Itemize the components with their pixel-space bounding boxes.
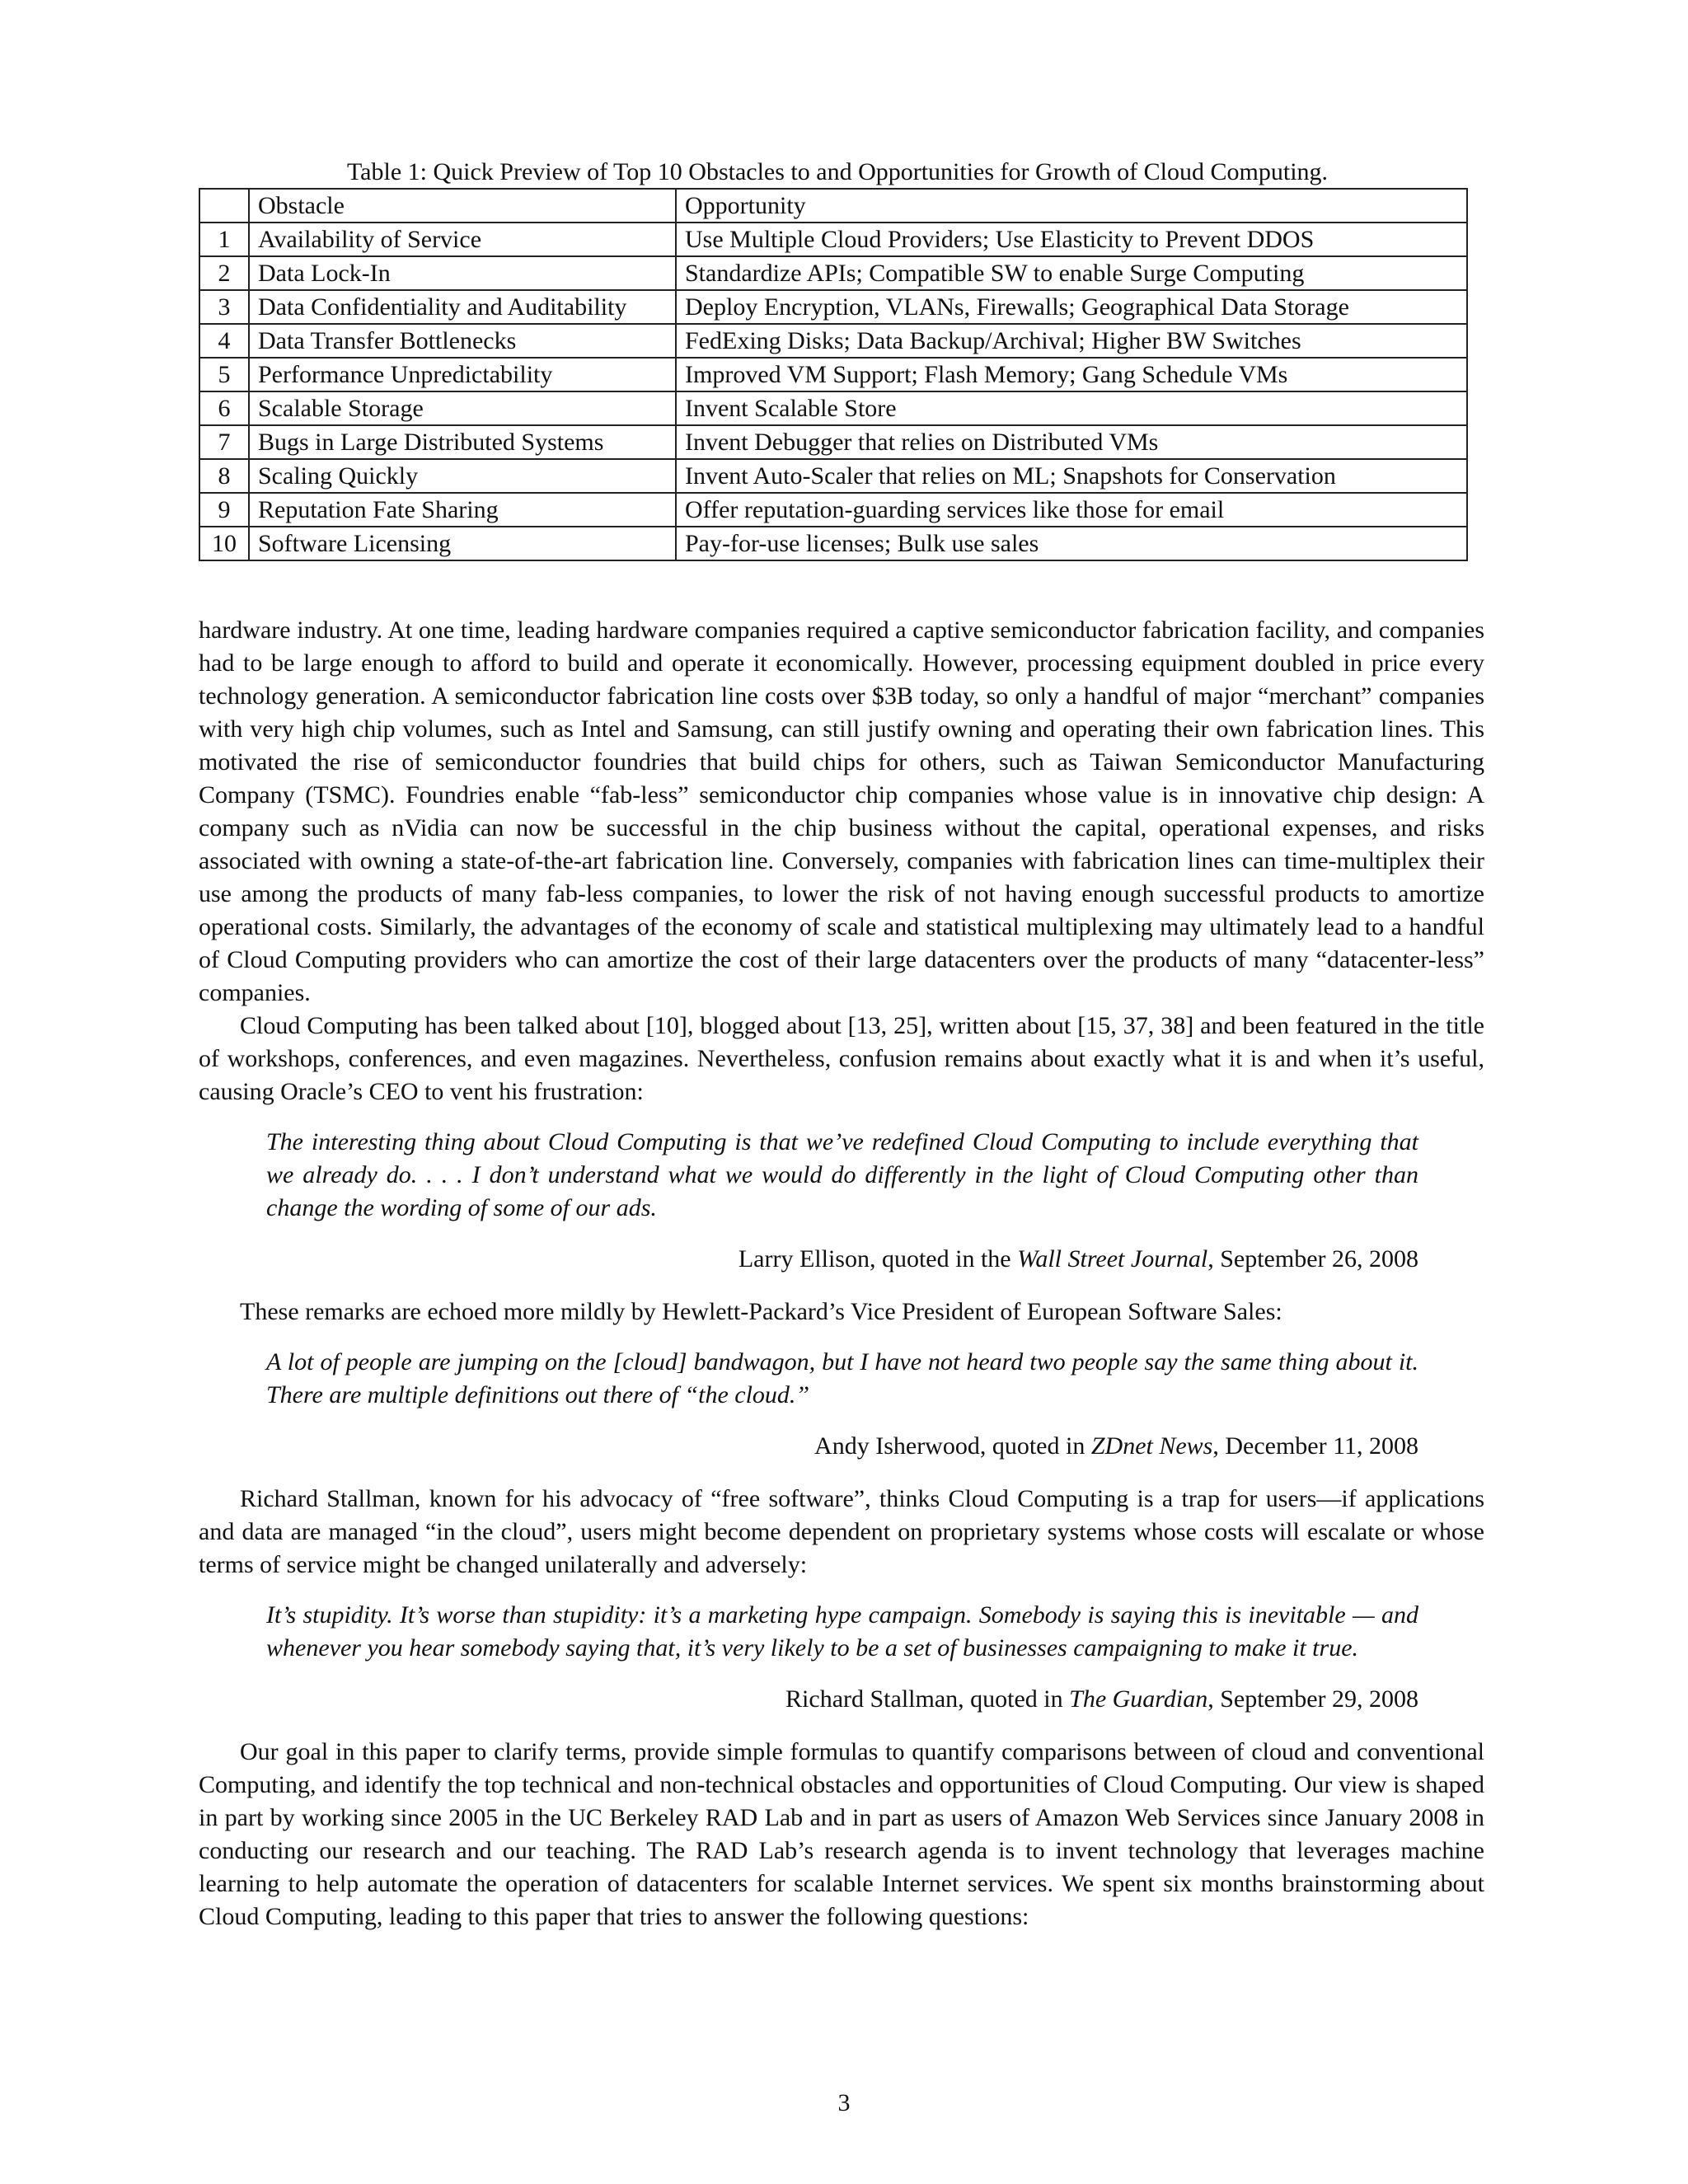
paragraph-hp: These remarks are echoed more mildly by Hewlett-Packard’s Vice President of European Software Sales: [240, 1298, 1282, 1325]
attribution-isherwood-source: ZDnet News [1090, 1432, 1213, 1460]
header-opportunity: Opportunity [676, 189, 1467, 223]
row-number: 10 [199, 527, 249, 560]
row-opportunity: Invent Debugger that relies on Distributed VMs [676, 425, 1467, 459]
paragraph-cloud-talk: Cloud Computing has been talked about [10], blogged about [13, 25], written about [15, 37, 38] and been featured in the title of workshops, conferences, and even magazines. Nevertheless, confusion remains about exactly what it is and when it’s useful, causing Oracle’s CEO to vent his frustration: [199, 1012, 1484, 1105]
attribution-isherwood [199, 1430, 1418, 1463]
table-row [199, 391, 1467, 425]
row-obstacle: Data Confidentiality and Auditability [249, 290, 676, 324]
row-number: 1 [199, 223, 249, 256]
table-row [199, 324, 1467, 358]
row-obstacle: Bugs in Large Distributed Systems [249, 425, 676, 459]
table-row [199, 256, 1467, 290]
row-obstacle: Data Lock-In [249, 256, 676, 290]
row-opportunity: Use Multiple Cloud Providers; Use Elasticity to Prevent DDOS [676, 223, 1467, 256]
table-header-row [199, 189, 1467, 223]
obstacles-table [199, 188, 1468, 561]
row-opportunity: Invent Scalable Store [676, 391, 1467, 425]
row-obstacle: Availability of Service [249, 223, 676, 256]
attribution-stallman [199, 1683, 1418, 1716]
table-row [199, 527, 1467, 560]
row-opportunity: Pay-for-use licenses; Bulk use sales [676, 527, 1467, 560]
attribution-ellison [199, 1243, 1418, 1276]
row-number: 2 [199, 256, 249, 290]
quote-isherwood: A lot of people are jumping on the [cloud] bandwagon, but I have not heard two people say the same thing about it. There are multiple definitions out there of “the cloud.” [266, 1348, 1418, 1408]
table-row [199, 290, 1467, 324]
row-opportunity: Standardize APIs; Compatible SW to enable Surge Computing [676, 256, 1467, 290]
row-opportunity: Improved VM Support; Flash Memory; Gang Schedule VMs [676, 358, 1467, 391]
attribution-ellison-source: Wall Street Journal [1017, 1245, 1208, 1272]
table-row [199, 223, 1467, 256]
quote-stallman: It’s stupidity. It’s worse than stupidity: it’s a marketing hype campaign. Somebody is saying this is inevitable — and whenever you hear somebody saying that, it’s very likely to be a set of businesses campaigning to make it true. [266, 1601, 1418, 1661]
row-obstacle: Scalable Storage [249, 391, 676, 425]
row-opportunity: Offer reputation-guarding services like those for email [676, 493, 1467, 527]
row-obstacle: Software Licensing [249, 527, 676, 560]
table-row [199, 358, 1467, 391]
attribution-stallman-text: Richard Stallman, quoted in [785, 1685, 1070, 1713]
row-number: 3 [199, 290, 249, 324]
paragraph-stallman: Richard Stallman, known for his advocacy of “free software”, thinks Cloud Computing is a trap for users—if applications and data are managed “in the cloud”, users might become dependent on proprietary systems whose costs will escalate or whose terms of service might be changed unilaterally and adversely: [199, 1485, 1484, 1578]
row-number: 8 [199, 459, 249, 493]
attribution-isherwood-text: Andy Isherwood, quoted in [814, 1432, 1091, 1460]
attribution-stallman-date: , September 29, 2008 [1207, 1685, 1418, 1713]
attribution-isherwood-date: , December 11, 2008 [1212, 1432, 1418, 1460]
paragraph-goal: Our goal in this paper to clarify terms, provide simple formulas to quantify comparisons between of cloud and conventional Computing, and identify the top technical and non-technical obstacles and opportunities of Cloud Computing. Our view is shaped in part by working since 2005 in the UC Berkeley RAD Lab and in part as users of Amazon Web Services since January 2008 in conducting our research and our teaching. The RAD Lab’s research agenda is to invent technology that leverages machine learning to help automate the operation of datacenters for scalable Internet services. We spent six months brainstorming about Cloud Computing, leading to this paper that tries to answer the following questions: [199, 1738, 1484, 1930]
quote-ellison: The interesting thing about Cloud Computing is that we’ve redefined Cloud Computing to include everything that we already do. . . . I don’t understand what we would do differently in the light of Cloud Computing other than change the wording of some of our ads. [266, 1128, 1418, 1221]
page-number: 3 [837, 2089, 851, 2116]
row-opportunity: Invent Auto-Scaler that relies on ML; Snapshots for Conservation [676, 459, 1467, 493]
header-number [199, 189, 249, 223]
row-obstacle: Reputation Fate Sharing [249, 493, 676, 527]
row-number: 6 [199, 391, 249, 425]
row-obstacle: Performance Unpredictability [249, 358, 676, 391]
row-opportunity: FedExing Disks; Data Backup/Archival; Higher BW Switches [676, 324, 1467, 358]
table-row [199, 459, 1467, 493]
row-number: 4 [199, 324, 249, 358]
row-obstacle: Scaling Quickly [249, 459, 676, 493]
attribution-ellison-text: Larry Ellison, quoted in the [738, 1245, 1018, 1272]
table-body [199, 223, 1467, 560]
row-opportunity: Deploy Encryption, VLANs, Firewalls; Geographical Data Storage [676, 290, 1467, 324]
attribution-ellison-date: , September 26, 2008 [1207, 1245, 1418, 1272]
body-text [199, 614, 1484, 1933]
paragraph-fab-industry: hardware industry. At one time, leading hardware companies required a captive semiconductor fabrication facility, and companies had to be large enough to afford to build and operate it economically. However, processing equipment doubled in price every technology generation. A semiconductor fabrication line costs over $3B today, so only a handful of major “merchant” companies with very high chip volumes, such as Intel and Samsung, can still justify owning and operating their own fabrication lines. This motivated the rise of semiconductor foundries that build chips for others, such as Taiwan Semiconductor Manufacturing Company (TSMC). Foundries enable “fab-less” semiconductor chip companies whose value is in innovative chip design: A company such as nVidia can now be successful in the chip business without the capital, operational expenses, and risks associated with owning a state-of-the-art fabrication line. Conversely, companies with fabrication lines can time-multiplex their use among the products of many fab-less companies, to lower the risk of not having enough successful products to amortize operational costs. Similarly, the advantages of the economy of scale and statistical multiplexing may ultimately lead to a handful of Cloud Computing providers who can amortize the cost of their large datacenters over the products of many “datacenter-less” companies. [199, 616, 1484, 1006]
table-row [199, 493, 1467, 527]
row-number: 7 [199, 425, 249, 459]
row-obstacle: Data Transfer Bottlenecks [249, 324, 676, 358]
table-section [199, 157, 1468, 561]
header-obstacle: Obstacle [249, 189, 676, 223]
attribution-stallman-source: The Guardian [1069, 1685, 1208, 1713]
table-caption: Table 1: Quick Preview of Top 10 Obstacles to and Opportunities for Growth of Cloud Computing. [346, 158, 1329, 185]
table-row [199, 425, 1467, 459]
row-number: 9 [199, 493, 249, 527]
row-number: 5 [199, 358, 249, 391]
